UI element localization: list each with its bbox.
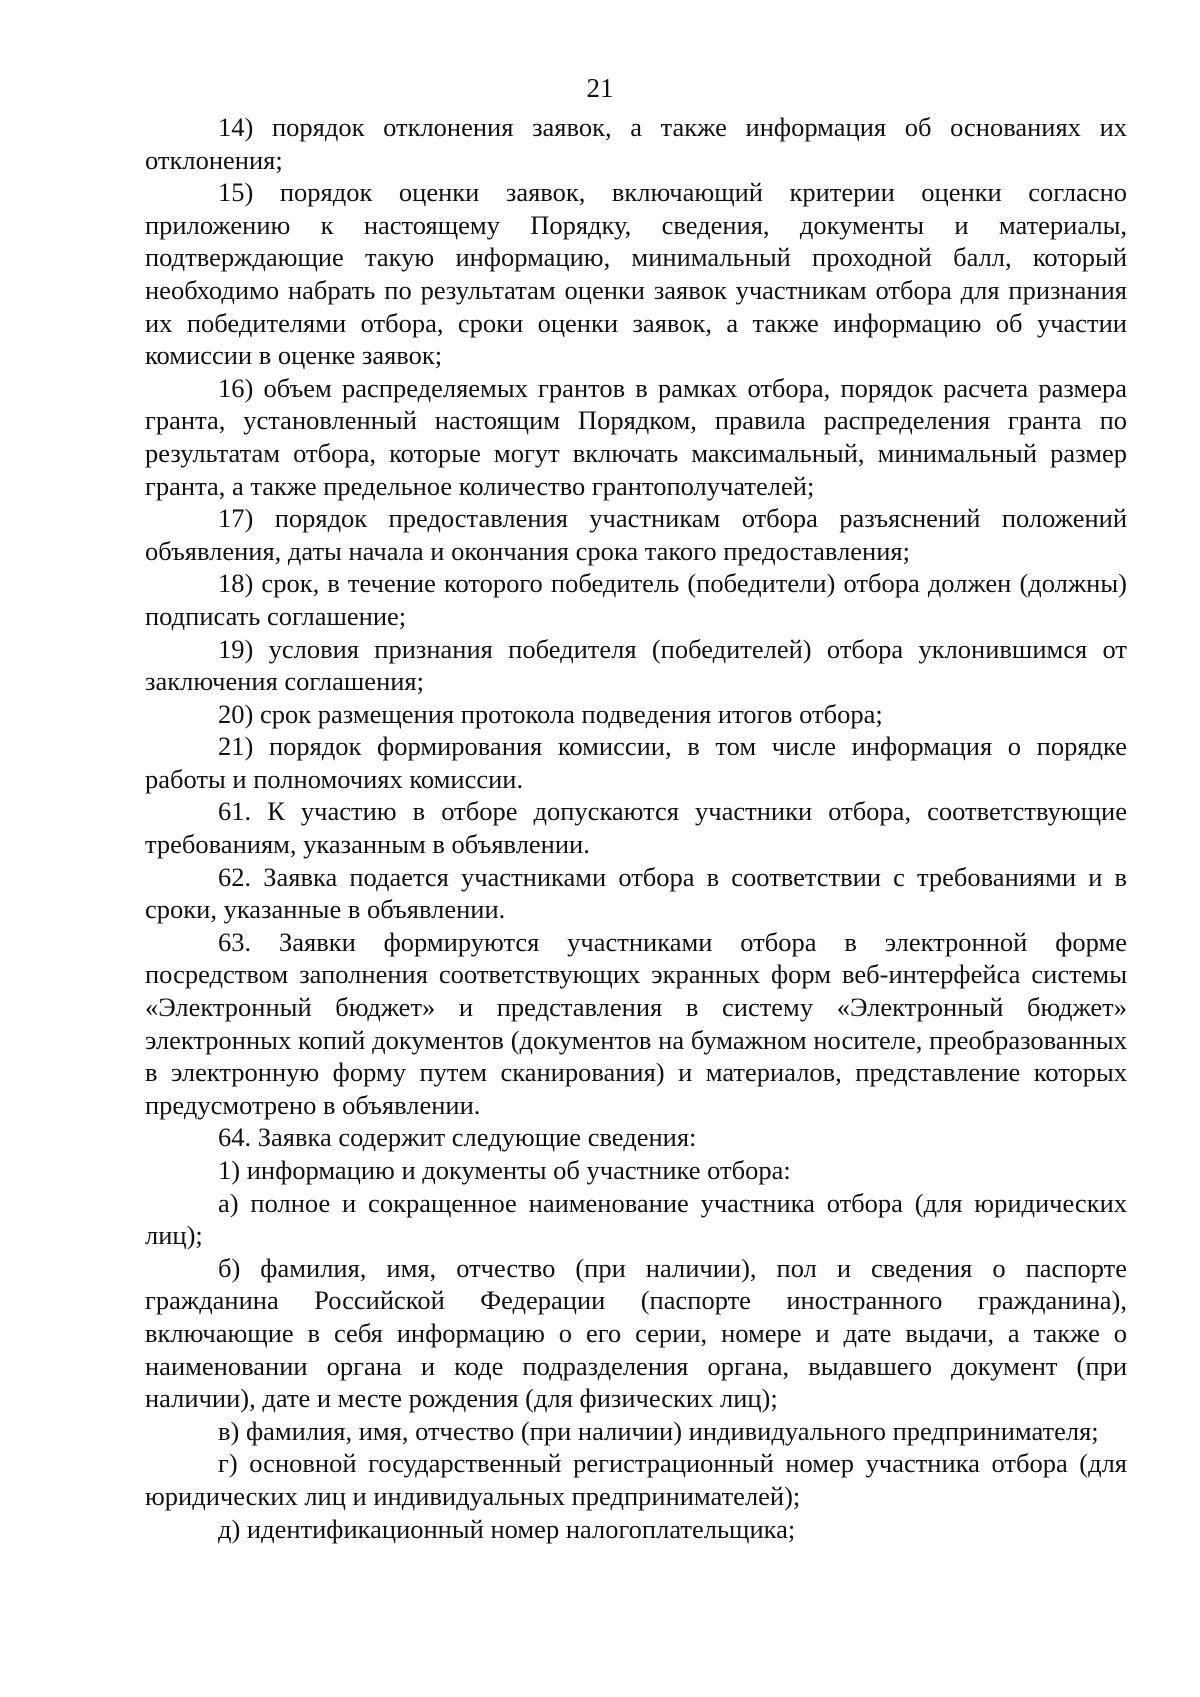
paragraph-subitem-d: д) идентификационный номер налогоплательщика; [218,1513,796,1544]
paragraph-subitem-a: а) полное и сокращенное наименование участника отбора (для юридических лиц); [145,1187,1127,1251]
paragraph-clause-64: 64. Заявка содержит следующие сведения: [218,1122,697,1153]
paragraph-clause-61: 61. К участию в отборе допускаются участники отбора, соответствующие требованиям, указанным в объявлении. [145,796,1127,860]
paragraph-item-20: 20) срок размещения протокола подведения итогов отбора; [218,698,883,729]
paragraph-clause-63: 63. Заявки формируются участниками отбора в электронной форме посредством заполнения соответствующих экранных форм веб-интерфейса системы «Электронный бюджет» и представления в систему «Электронный бюджет» электронных копий документов (документов на бумажном носителе, преобразованных в электронную форму путем сканирования) и материалов, представление которых предусмотрено в объявлении. [145,926,1127,1120]
paragraph-item-16: 16) объем распределяемых грантов в рамках отбора, порядок расчета размера гранта, установленный настоящим Порядком, правила распределения гранта по результатам отбора, которые могут включать максимальный, минимальный размер гранта, а также предельное количество грантополучателей; [145,372,1127,501]
paragraph-clause-62: 62. Заявка подается участниками отбора в соответствии с требованиями и в сроки, указанные в объявлении. [145,861,1127,925]
page-number: 21 [586,73,614,103]
paragraph-item-19: 19) условия признания победителя (победителей) отбора уклонившимся от заключения соглашения; [145,633,1127,697]
paragraph-item-17: 17) порядок предоставления участникам отбора разъяснений положений объявления, даты начала и окончания срока такого предоставления; [145,503,1127,566]
document-body [145,111,1127,1545]
paragraph-subitem-1: 1) информацию и документы об участнике отбора: [218,1155,791,1185]
paragraph-item-14: 14) порядок отклонения заявок, а также информация об основаниях их отклонения; [145,112,1127,175]
paragraph-subitem-g: г) основной государственный регистрационный номер участника отбора (для юридических лиц и индивидуальных предпринимателей); [145,1448,1127,1511]
paragraph-subitem-v: в) фамилия, имя, отчество (при наличии) индивидуального предпринимателя; [218,1415,1099,1446]
paragraph-item-18: 18) срок, в течение которого победитель (победители) отбора должен (должны) подписать соглашение; [145,568,1127,631]
paragraph-item-15: 15) порядок оценки заявок, включающий критерии оценки согласно приложению к настоящему Порядку, сведения, документы и материалы, подтверждающие такую информацию, минимальный проходной балл, который необходимо набрать по результатам оценки заявок участникам отбора для признания их победителями отбора, сроки оценки заявок, а также информацию об участии комиссии в оценке заявок; [145,177,1127,371]
paragraph-item-21: 21) порядок формирования комиссии, в том числе информация о порядке работы и полномочиях комиссии. [145,731,1127,794]
paragraph-subitem-b: б) фамилия, имя, отчество (при наличии), пол и сведения о паспорте гражданина Российской Федерации (паспорте иностранного гражданина), включающие в себя информацию о его серии, номере и дате выдачи, а также о наименовании органа и коде подразделения органа, выдавшего документ (при наличии), дате и месте рождения (для физических лиц); [145,1252,1127,1414]
